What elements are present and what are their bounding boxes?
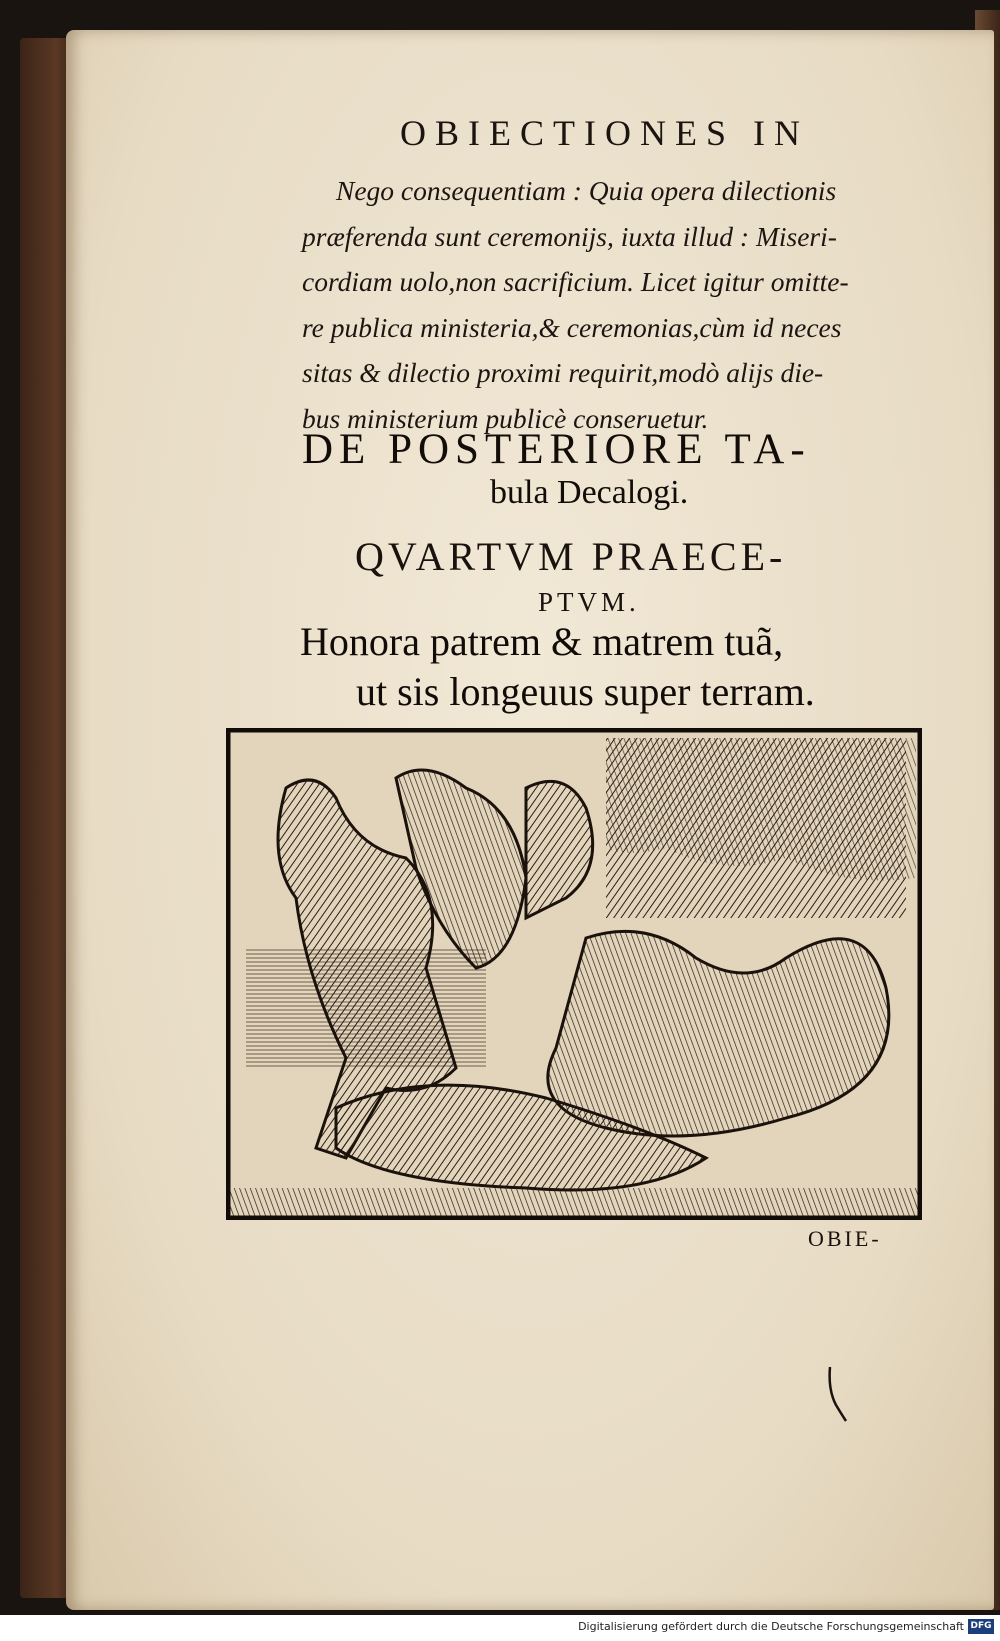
ink-stroke-mark [822,1365,852,1425]
precept-text-line: Honora patrem & matrem tuã, [300,619,784,664]
body-line: cordiam uolo,non sacrificium. Licet igitur omitte- [302,266,849,297]
woodcut-illustration [226,728,922,1220]
digitization-footer [0,1615,1000,1641]
footer-credit-text: Digitalisierung gefördert durch die Deutsche Forschungsgemeinschaft [578,1620,964,1633]
dfg-logo: DFG [968,1619,994,1634]
precept-text-line: ut sis longeuus super terram. [356,669,815,714]
body-line: re publica ministeria,& ceremonias,cùm id neces [302,311,842,343]
precept-heading: QVARTVM PRAECE- [355,534,787,579]
body-line: Nego consequentiam : Quia opera dilectionis [336,175,837,206]
precept-heading-continuation: PTVM. [538,587,640,617]
running-head: OBIECTIONES IN [400,113,809,153]
body-paragraph [302,168,942,441]
body-line: sitas & dilectio proximi requirit,modò alijs die- [302,357,824,388]
section-heading-continuation: bula Decalogi. [490,474,689,511]
section-heading: DE POSTERIORE TA- [302,426,811,473]
catchword: OBIE- [808,1226,882,1251]
body-line: bus ministerium publicè conseruetur. [302,402,709,434]
body-line: præferenda sunt ceremonijs, iuxta illud : Miseri- [302,220,837,252]
